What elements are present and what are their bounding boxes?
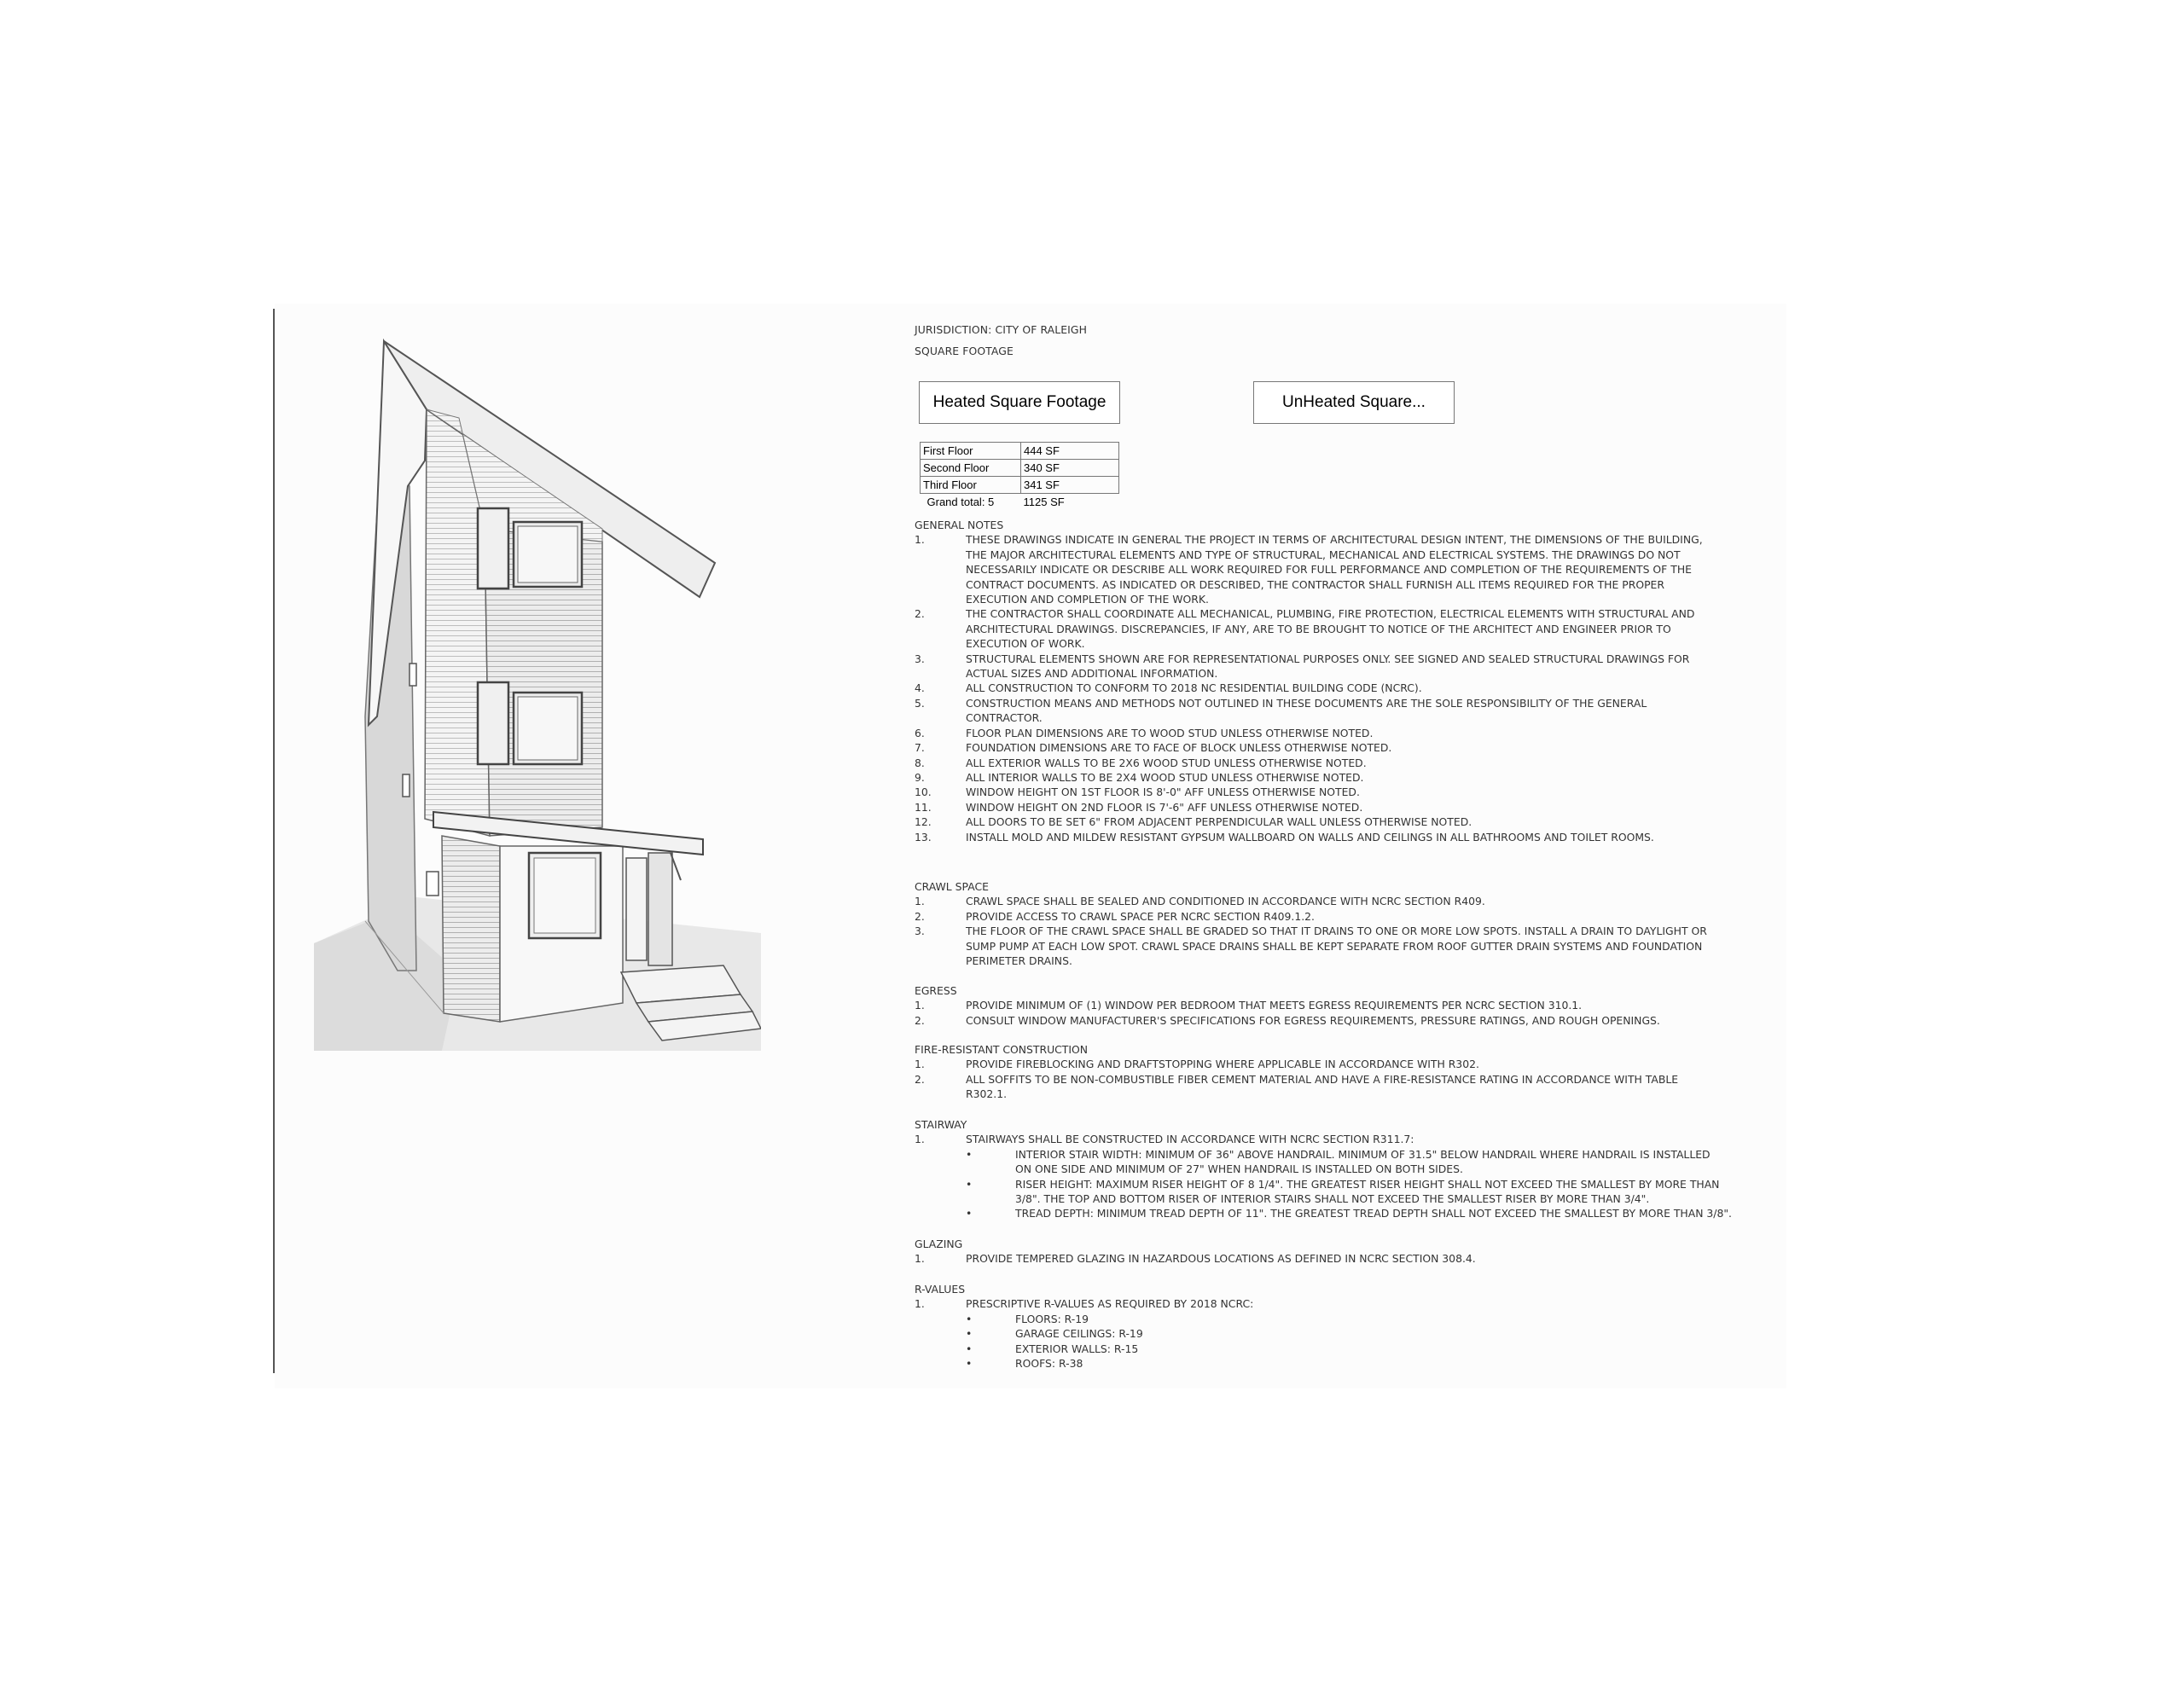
note-number: 2. xyxy=(915,909,925,923)
note-number: 2. xyxy=(915,1013,925,1027)
notes-header xyxy=(915,322,1768,359)
bullet-item xyxy=(915,1312,1785,1326)
note-line: PROVIDE FIREBLOCKING AND DRAFTSTOPPING WHERE APPLICABLE IN ACCORDANCE WITH R302. xyxy=(966,1058,1479,1071)
bullet-line: ROOFS: R-38 xyxy=(1015,1357,1083,1371)
note-item xyxy=(915,1072,1785,1102)
bullet-item xyxy=(915,1206,1785,1220)
floor-label: First Floor xyxy=(921,443,1021,460)
house-rendering xyxy=(314,324,761,1051)
note-item xyxy=(915,785,1785,799)
floor-area: 340 SF xyxy=(1021,460,1119,477)
note-number: 1. xyxy=(915,1252,925,1266)
floor-label: Second Floor xyxy=(921,460,1021,477)
floor-area: 444 SF xyxy=(1021,443,1119,460)
bullet-dot: • xyxy=(966,1207,973,1220)
bullet-line: TREAD DEPTH: MINIMUM TREAD DEPTH OF 11". THE GREATEST TREAD DEPTH SHALL NOT EXCEED THE SMALLEST BY MORE THAN 3/8". xyxy=(1015,1207,1732,1220)
note-number: 4. xyxy=(915,681,925,695)
note-line: FLOOR PLAN DIMENSIONS ARE TO WOOD STUD UNLESS OTHERWISE NOTED. xyxy=(966,726,1374,739)
note-line: ALL CONSTRUCTION TO CONFORM TO 2018 NC RESIDENTIAL BUILDING CODE (NCRC). xyxy=(966,681,1422,695)
note-item xyxy=(915,800,1785,815)
sheet-border-line xyxy=(273,309,275,1373)
note-number: 1. xyxy=(915,895,925,908)
note-line: ALL DOORS TO BE SET 6" FROM ADJACENT PERPENDICULAR WALL UNLESS OTHERWISE NOTED. xyxy=(966,815,1472,829)
bullet-line: 3/8". THE TOP AND BOTTOM RISER OF INTERIOR STAIRS SHALL NOT EXCEED THE SMALLEST RISER BY MORE THAN 3/4". xyxy=(1015,1192,1650,1206)
note-line: ALL INTERIOR WALLS TO BE 2X4 WOOD STUD UNLESS OTHERWISE NOTED. xyxy=(966,770,1364,784)
note-number: 1. xyxy=(915,1058,925,1071)
note-line: WINDOW HEIGHT ON 2ND FLOOR IS 7'-6" AFF UNLESS OTHERWISE NOTED. xyxy=(966,800,1363,814)
note-line: ACTUAL SIZES AND ADDITIONAL INFORMATION. xyxy=(966,667,1218,681)
grand-total-label: Grand total: 5 xyxy=(926,496,995,508)
sqft-row xyxy=(921,443,1119,460)
section-title: STAIRWAY xyxy=(915,1118,967,1131)
note-number: 2. xyxy=(915,607,925,621)
note-number: 10. xyxy=(915,786,932,799)
note-item xyxy=(915,740,1785,755)
note-line: THESE DRAWINGS INDICATE IN GENERAL THE PROJECT IN TERMS OF ARCHITECTURAL DESIGN INTENT, THE DIMENSIONS OF THE BUILDING, xyxy=(966,533,1703,547)
bullet-dot: • xyxy=(966,1147,973,1161)
note-line: THE FLOOR OF THE CRAWL SPACE SHALL BE GRADED SO THAT IT DRAINS TO ONE OR MORE LOW SPOTS. INSTALL A DRAIN TO DAYLIGHT OR xyxy=(966,925,1707,938)
bullet-line: ON ONE SIDE AND MINIMUM OF 27" WHEN HANDRAIL IS INSTALLED ON BOTH SIDES. xyxy=(1015,1162,1463,1176)
note-line: PRESCRIPTIVE R-VALUES AS REQUIRED BY 2018 NCRC: xyxy=(966,1297,1254,1311)
note-item xyxy=(915,770,1785,785)
section-title: FIRE-RESISTANT CONSTRUCTION xyxy=(915,1043,1089,1056)
bullet-item xyxy=(915,1342,1785,1356)
section-title: EGRESS xyxy=(915,984,957,997)
note-line: NECESSARILY INDICATE OR DESCRIBE ALL WORK REQUIRED FOR FULL PERFORMANCE AND COMPLETION OF THE REQUIREMENTS OF THE xyxy=(966,563,1692,577)
note-item xyxy=(915,1251,1785,1266)
note-line: PROVIDE ACCESS TO CRAWL SPACE PER NCRC SECTION R409.1.2. xyxy=(966,909,1315,923)
note-line: ALL EXTERIOR WALLS TO BE 2X6 WOOD STUD UNLESS OTHERWISE NOTED. xyxy=(966,756,1367,769)
unheated-square-footage-button[interactable]: UnHeated Square... xyxy=(1253,381,1455,424)
note-item xyxy=(915,830,1785,844)
note-item xyxy=(915,726,1785,740)
note-item xyxy=(915,652,1785,681)
square-footage-table xyxy=(920,442,1119,510)
rvalues-section xyxy=(915,1282,1785,1371)
note-number: 11. xyxy=(915,800,932,814)
note-number: 8. xyxy=(915,756,925,769)
stairway-section xyxy=(915,1117,1785,1221)
bullet-line: EXTERIOR WALLS: R-15 xyxy=(1015,1342,1139,1355)
bullet-dot: • xyxy=(966,1327,973,1341)
note-number: 1. xyxy=(915,1297,925,1311)
bullet-dot: • xyxy=(966,1357,973,1371)
section-title: R-VALUES xyxy=(915,1283,966,1296)
note-line: ARCHITECTURAL DRAWINGS. DISCREPANCIES, IF ANY, ARE TO BE BROUGHT TO NOTICE OF THE ARCHITECT AND ENGINEER PRIOR TO xyxy=(966,622,1671,635)
sqft-row xyxy=(921,460,1119,477)
note-line: R302.1. xyxy=(966,1087,1008,1101)
note-line: CONSULT WINDOW MANUFACTURER'S SPECIFICATIONS FOR EGRESS REQUIREMENTS, PRESSURE RATINGS, AND ROUGH OPENINGS. xyxy=(966,1013,1660,1027)
sqft-total-row xyxy=(921,494,1119,511)
note-number: 3. xyxy=(915,925,925,938)
note-line: EXECUTION OF WORK. xyxy=(966,637,1085,651)
bullet-item xyxy=(915,1356,1785,1371)
note-item xyxy=(915,606,1785,651)
crawl-space-section xyxy=(915,879,1785,968)
note-number: 7. xyxy=(915,741,925,755)
note-line: SUMP PUMP AT EACH LOW SPOT. CRAWL SPACE DRAINS SHALL BE KEPT SEPARATE FROM ROOF GUTTER DRAIN SYSTEMS AND FOUNDATION xyxy=(966,939,1703,953)
note-item xyxy=(915,815,1785,829)
note-number: 6. xyxy=(915,726,925,739)
note-line: CONTRACT DOCUMENTS. AS INDICATED OR DESCRIBED, THE CONTRACTOR SHALL FURNISH ALL ITEMS REQUIRED FOR THE PROPER xyxy=(966,577,1664,591)
egress-section xyxy=(915,983,1785,1028)
bullet-line: GARAGE CEILINGS: R-19 xyxy=(1015,1327,1143,1341)
note-number: 1. xyxy=(915,999,925,1012)
note-line: STRUCTURAL ELEMENTS SHOWN ARE FOR REPRESENTATIONAL PURPOSES ONLY. SEE SIGNED AND SEALED STRUCTURAL DRAWINGS FOR xyxy=(966,652,1690,665)
bullet-dot: • xyxy=(966,1312,973,1325)
fire-section xyxy=(915,1042,1785,1102)
note-number: 9. xyxy=(915,770,925,784)
note-line: FOUNDATION DIMENSIONS ARE TO FACE OF BLOCK UNLESS OTHERWISE NOTED. xyxy=(966,741,1392,755)
note-number: 13. xyxy=(915,830,932,844)
note-item xyxy=(915,1057,1785,1071)
bullet-line: RISER HEIGHT: MAXIMUM RISER HEIGHT OF 8 1/4". THE GREATEST RISER HEIGHT SHALL NOT EXCEED THE SMALLEST BY MORE THAN xyxy=(1015,1177,1720,1191)
note-line: PERIMETER DRAINS. xyxy=(966,954,1072,968)
general-notes-section xyxy=(915,518,1785,844)
note-number: 12. xyxy=(915,815,932,829)
note-line: ALL SOFFITS TO BE NON-COMBUSTIBLE FIBER CEMENT MATERIAL AND HAVE A FIRE-RESISTANCE RATING IN ACCORDANCE WITH TABLE xyxy=(966,1072,1679,1086)
note-item xyxy=(915,532,1785,606)
bullet-item xyxy=(915,1177,1785,1207)
section-title: GENERAL NOTES xyxy=(915,519,1004,531)
bullet-line: FLOORS: R-19 xyxy=(1015,1312,1089,1325)
note-line: WINDOW HEIGHT ON 1ST FLOOR IS 8'-0" AFF UNLESS OTHERWISE NOTED. xyxy=(966,786,1360,799)
note-item xyxy=(915,681,1785,695)
note-item xyxy=(915,894,1785,908)
note-item xyxy=(915,909,1785,924)
note-number: 1. xyxy=(915,533,925,547)
bullet-item xyxy=(915,1147,1785,1177)
note-line: CONSTRUCTION MEANS AND METHODS NOT OUTLINED IN THESE DOCUMENTS ARE THE SOLE RESPONSIBILITY OF THE GENERAL xyxy=(966,696,1647,710)
section-title: GLAZING xyxy=(915,1238,963,1250)
bullet-dot: • xyxy=(966,1177,973,1191)
note-number: 2. xyxy=(915,1072,925,1086)
note-line: CONTRACTOR. xyxy=(966,711,1043,725)
note-line: THE MAJOR ARCHITECTURAL ELEMENTS AND TYPE OF STRUCTURAL, MECHANICAL AND ELECTRICAL SYSTEMS. THE DRAWINGS DO NOT xyxy=(966,548,1681,561)
note-item xyxy=(915,756,1785,770)
note-item xyxy=(915,1013,1785,1028)
bullet-item xyxy=(915,1326,1785,1341)
bullet-line: INTERIOR STAIR WIDTH: MINIMUM OF 36" ABOVE HANDRAIL. MINIMUM OF 31.5" BELOW HANDRAIL WHERE HANDRAIL IS INSTALLED xyxy=(1015,1147,1711,1161)
heated-square-footage-button[interactable]: Heated Square Footage xyxy=(919,381,1120,424)
note-line: THE CONTRACTOR SHALL COORDINATE ALL MECHANICAL, PLUMBING, FIRE PROTECTION, ELECTRICAL ELEMENTS WITH STRUCTURAL AND xyxy=(966,607,1695,621)
note-number: 1. xyxy=(915,1133,925,1146)
note-line: PROVIDE MINIMUM OF (1) WINDOW PER BEDROOM THAT MEETS EGRESS REQUIREMENTS PER NCRC SECTION 310.1. xyxy=(966,999,1583,1012)
bullet-dot: • xyxy=(966,1342,973,1355)
note-item xyxy=(915,1132,1785,1146)
grand-total-value: 1125 SF xyxy=(1023,496,1065,508)
note-line: STAIRWAYS SHALL BE CONSTRUCTED IN ACCORDANCE WITH NCRC SECTION R311.7: xyxy=(966,1133,1414,1146)
note-line: PROVIDE TEMPERED GLAZING IN HAZARDOUS LOCATIONS AS DEFINED IN NCRC SECTION 308.4. xyxy=(966,1252,1476,1266)
glazing-section xyxy=(915,1237,1785,1267)
note-item xyxy=(915,998,1785,1012)
note-number: 5. xyxy=(915,696,925,710)
note-line: INSTALL MOLD AND MILDEW RESISTANT GYPSUM WALLBOARD ON WALLS AND CEILINGS IN ALL BATHROOMS AND TOILET ROOMS. xyxy=(966,830,1654,844)
section-title: CRAWL SPACE xyxy=(915,880,989,893)
square-footage-label: SQUARE FOOTAGE xyxy=(915,345,1014,358)
note-item xyxy=(915,924,1785,968)
note-item xyxy=(915,696,1785,726)
jurisdiction-text: JURISDICTION: CITY OF RALEIGH xyxy=(915,323,1088,336)
note-item xyxy=(915,1296,1785,1311)
floor-area: 341 SF xyxy=(1021,477,1119,494)
note-line: CRAWL SPACE SHALL BE SEALED AND CONDITIONED IN ACCORDANCE WITH NCRC SECTION R409. xyxy=(966,895,1485,908)
note-number: 3. xyxy=(915,652,925,665)
sqft-row xyxy=(921,477,1119,494)
floor-label: Third Floor xyxy=(921,477,1021,494)
note-line: EXECUTION AND COMPLETION OF THE WORK. xyxy=(966,593,1209,606)
